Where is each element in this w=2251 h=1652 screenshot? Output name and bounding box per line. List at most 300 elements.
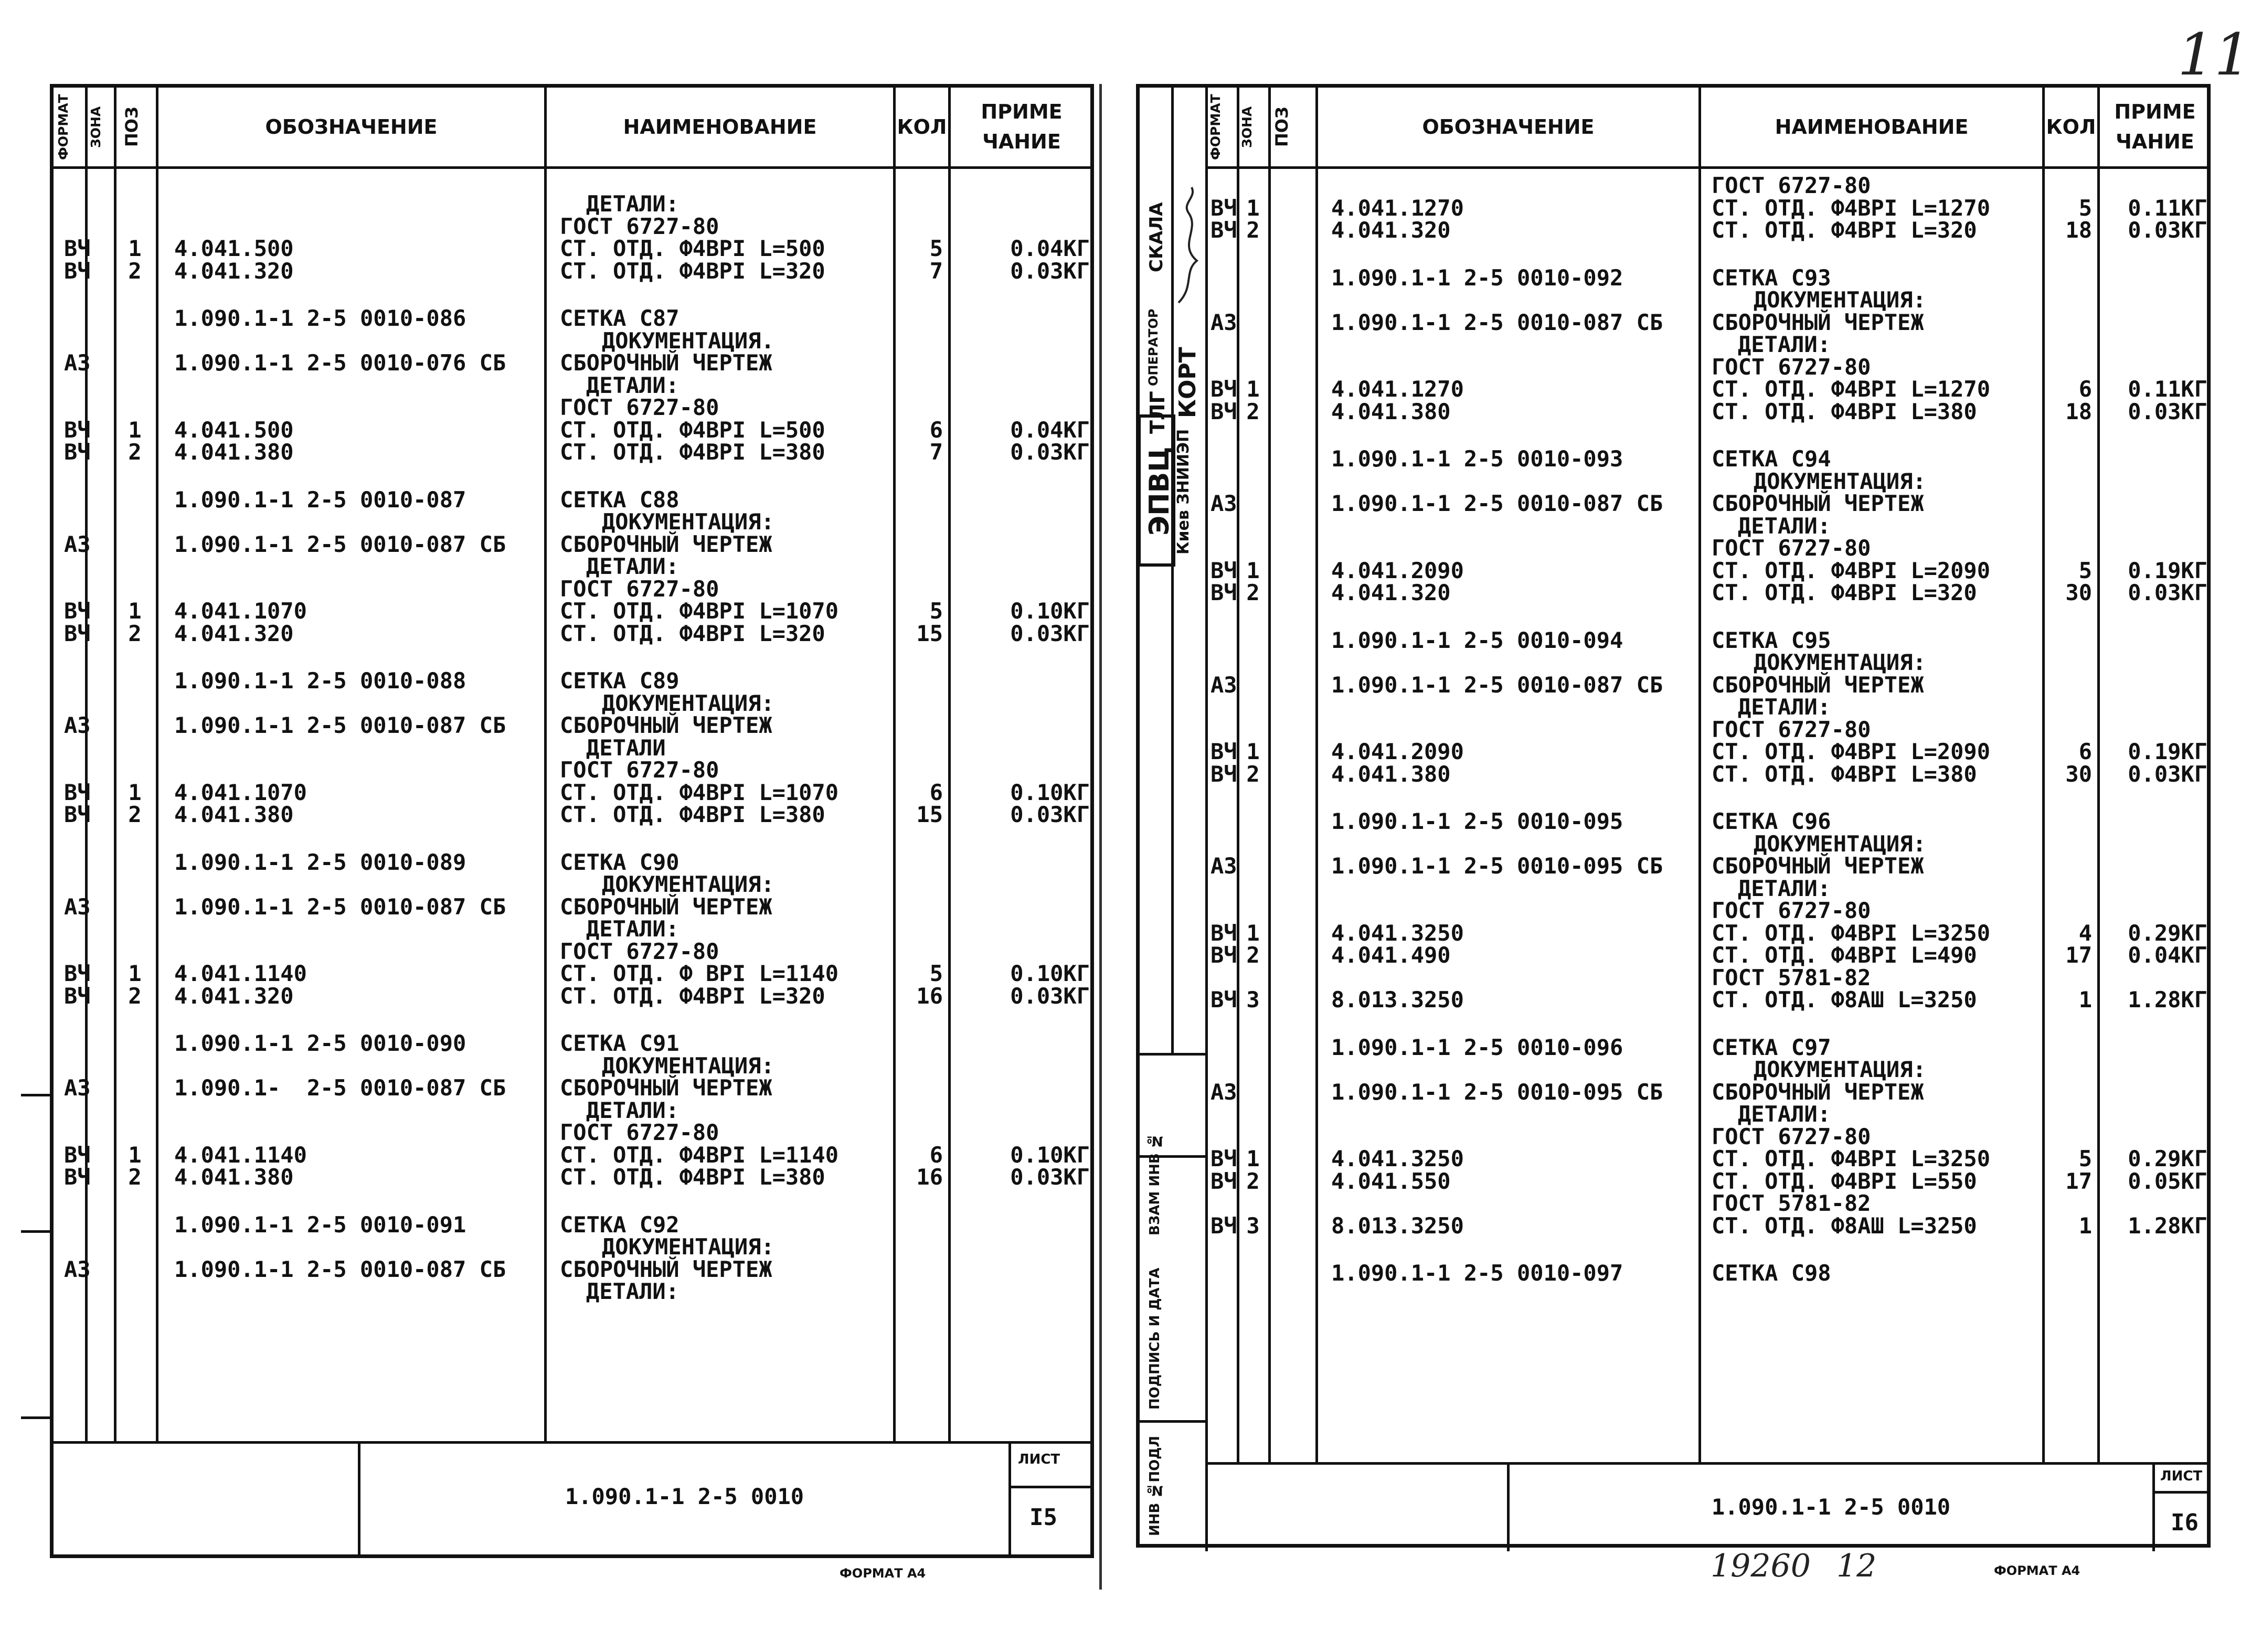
cell-format: ВЧ	[1211, 557, 1237, 583]
footer-divider	[2152, 1491, 2207, 1494]
cell-designation: 1.090.1-1 2-5 0010-089	[174, 849, 466, 875]
cell-note: 0.29КГ	[2128, 920, 2207, 946]
col-divider	[1205, 88, 1208, 1551]
cell-name: СЕТКА С94	[1712, 446, 1831, 472]
cell-qty: 6	[929, 417, 943, 443]
cell-qty: 7	[929, 258, 943, 284]
cell-note: 0.29КГ	[2128, 1146, 2207, 1171]
cell-name: СТ. ОТД. Ф8АШ L=3250	[1712, 987, 1977, 1012]
cell-qty: 7	[929, 439, 943, 465]
cell-name: СБОРОЧНЫЙ ЧЕРТЕЖ	[1712, 853, 1924, 879]
cell-format: ВЧ	[64, 802, 91, 827]
cell-qty: 30	[2065, 580, 2092, 605]
cell-designation: 4.041.490	[1331, 942, 1451, 968]
cell-name: ДОКУМЕНТАЦИЯ:	[602, 1052, 774, 1079]
header-designation: ОБОЗНАЧЕНИЕ	[265, 115, 438, 138]
cell-name: ДЕТАЛИ:	[1738, 513, 1831, 539]
cell-name: СТ. ОТД. Ф4ВРI L=1070	[560, 598, 839, 624]
cell-format: ВЧ	[1211, 761, 1237, 787]
cell-name: СЕТКА С92	[560, 1211, 679, 1238]
cell-name: ДОКУМЕНТАЦИЯ:	[1754, 1057, 1926, 1082]
cell-name: СТ. ОТД. Ф4ВРI L=1070	[560, 779, 839, 805]
cell-name: СТ. ОТД. Ф4ВРI L=380	[560, 439, 825, 465]
cell-format: ВЧ	[64, 236, 91, 261]
cell-name: ДЕТАЛИ:	[1738, 875, 1831, 901]
cell-name: ДЕТАЛИ:	[1738, 1101, 1831, 1127]
header-divider	[1205, 166, 2207, 169]
cell-format: ВЧ	[64, 983, 91, 1009]
cell-note: 0.03КГ	[1010, 802, 1090, 827]
header-note: ПРИМЕ ЧАНИЕ	[2114, 100, 2196, 153]
cell-pos: 2	[1246, 217, 1260, 243]
cell-qty: 1	[2078, 1212, 2092, 1239]
handwritten-number: 19260	[1711, 1548, 1811, 1584]
cell-qty: 18	[2065, 217, 2092, 243]
handwritten-page-number: 11	[2178, 21, 2251, 88]
cell-designation: 4.041.380	[174, 1164, 294, 1190]
cell-name: ДОКУМЕНТАЦИЯ:	[602, 509, 774, 535]
cell-format: ВЧ	[64, 779, 91, 805]
cell-note: 0.03КГ	[2128, 217, 2207, 243]
cell-name: ДЕТАЛИ	[586, 734, 666, 761]
cell-name: ДОКУМЕНТАЦИЯ:	[1754, 830, 1926, 857]
footer-divider	[2152, 1462, 2155, 1551]
col-divider	[544, 88, 547, 1441]
cell-name: ГОСТ 6727-80	[1712, 716, 1871, 742]
cell-designation: 4.041.1070	[174, 779, 307, 805]
cell-format: А3	[1211, 309, 1237, 335]
col-divider	[893, 88, 896, 1441]
cell-format: ВЧ	[1211, 1168, 1237, 1194]
cell-qty: 6	[929, 1142, 943, 1168]
cell-name: СТ. ОТД. Ф4ВРI L=380	[560, 802, 825, 827]
cell-designation: 4.041.500	[174, 236, 294, 261]
cell-name: СТ. ОТД. Ф4ВРI L=380	[1712, 761, 1977, 787]
cell-format: А3	[1211, 1079, 1237, 1105]
cell-qty: 5	[2078, 557, 2092, 583]
margin-tick	[21, 1416, 52, 1419]
cell-name: ГОСТ 6727-80	[560, 938, 719, 964]
cell-name: СБОРОЧНЫЙ ЧЕРТЕЖ	[560, 1256, 772, 1282]
cell-format: ВЧ	[1211, 942, 1237, 968]
cell-name: ГОСТ 6727-80	[1712, 898, 1871, 923]
cell-note: 0.03КГ	[1010, 983, 1090, 1009]
cell-qty: 5	[929, 236, 943, 261]
cell-name: СТ. ОТД. Ф4ВРI L=320	[1712, 217, 1977, 243]
cell-name: ГОСТ 6727-80	[1712, 173, 1871, 198]
cell-name: ДЕТАЛИ:	[586, 191, 679, 217]
cell-name: СЕТКА С98	[1712, 1260, 1831, 1286]
stamp-inv: ИНВ №ПОДЛ	[1147, 1435, 1163, 1536]
cell-name: СТ. ОТД. Ф4ВРI L=320	[560, 258, 825, 284]
cell-pos: 1	[1246, 376, 1260, 402]
cell-name: СЕТКА С97	[1712, 1034, 1831, 1060]
cell-qty: 15	[916, 802, 943, 827]
col-divider	[114, 88, 116, 1441]
spec-sheet-right	[1136, 84, 2211, 1548]
margin-tick	[21, 1094, 52, 1096]
format-label: ФОРМАТ А4	[840, 1566, 926, 1581]
cell-pos: 1	[1246, 920, 1260, 946]
cell-name: ГОСТ 6727-80	[1712, 1123, 1871, 1149]
cell-note: 0.19КГ	[2128, 739, 2207, 764]
cell-name: СТ. ОТД. Ф4ВРI L=1270	[1712, 376, 1991, 402]
cell-format: А3	[1211, 853, 1237, 879]
cell-designation: 4.041.1270	[1331, 195, 1464, 221]
cell-format: ВЧ	[1211, 739, 1237, 764]
cell-pos: 1	[128, 598, 142, 624]
header-divider	[54, 166, 1090, 169]
cell-note: 0.03КГ	[2128, 761, 2207, 787]
cell-name: ДОКУМЕНТАЦИЯ:	[1754, 287, 1926, 313]
cell-format: ВЧ	[1211, 376, 1237, 402]
cell-pos: 2	[1246, 761, 1260, 787]
header-name: НАИМЕНОВАНИЕ	[623, 115, 817, 138]
cell-designation: 1.090.1-1 2-5 0010-087	[174, 486, 466, 513]
cell-name: СЕТКА С91	[560, 1030, 679, 1056]
cell-note: 0.19КГ	[2128, 557, 2207, 583]
cell-qty: 1	[2078, 987, 2092, 1012]
cell-format: ВЧ	[64, 258, 91, 284]
cell-name: ДОКУМЕНТАЦИЯ:	[602, 1234, 774, 1260]
cell-name: ГОСТ 6727-80	[560, 575, 719, 602]
cell-name: СБОРОЧНЫЙ ЧЕРТЕЖ	[560, 531, 772, 557]
cell-designation: 4.041.2090	[1331, 739, 1464, 764]
sheet-number: I6	[2171, 1509, 2199, 1536]
cell-designation: 1.090.1-1 2-5 0010-092	[1331, 264, 1623, 291]
cell-qty: 5	[2078, 1146, 2092, 1171]
cell-format: А3	[64, 1256, 91, 1282]
cell-note: 0.10КГ	[1010, 598, 1090, 624]
cell-qty: 16	[916, 1164, 943, 1190]
cell-format: А3	[64, 1075, 91, 1101]
cell-format: ВЧ	[1211, 1212, 1237, 1239]
header-zone: ЗОНА	[88, 106, 103, 148]
cell-pos: 1	[128, 417, 142, 443]
cell-note: 1.28КГ	[2128, 1212, 2207, 1239]
cell-name: СЕТКА С87	[560, 305, 679, 331]
cell-designation: 4.041.1270	[1331, 376, 1464, 402]
col-divider	[156, 88, 158, 1441]
cell-qty: 30	[2065, 761, 2092, 787]
stamp-skala: СКАЛА	[1146, 202, 1167, 272]
cell-pos: 2	[128, 1164, 142, 1190]
cell-note: 0.11КГ	[2128, 195, 2207, 221]
cell-format: ВЧ	[64, 1164, 91, 1190]
cell-pos: 2	[128, 983, 142, 1009]
cell-designation: 1.090.1-1 2-5 0010-087 СБ	[1331, 491, 1663, 516]
cell-name: СТ. ОТД. Ф4ВРI L=380	[1712, 398, 1977, 424]
epvc-stamp	[1138, 414, 1175, 567]
cell-designation: 1.090.1-1 2-5 0010-087 СБ	[174, 531, 506, 557]
cell-name: ДОКУМЕНТАЦИЯ:	[602, 690, 774, 716]
cell-name: СБОРОЧНЫЙ ЧЕРТЕЖ	[560, 1075, 772, 1101]
cell-designation: 1.090.1-1 2-5 0010-094	[1331, 627, 1623, 653]
cell-designation: 1.090.1-1 2-5 0010-095	[1331, 808, 1623, 834]
cell-pos: 2	[128, 258, 142, 284]
cell-note: 0.10КГ	[1010, 779, 1090, 805]
cell-name: СЕТКА С90	[560, 849, 679, 875]
header-format: ФОРМАТ	[1208, 94, 1223, 160]
cell-name: СЕТКА С88	[560, 486, 679, 513]
cell-designation: 1.090.1-1 2-5 0010-086	[174, 305, 466, 331]
cell-name: СЕТКА С95	[1712, 627, 1831, 653]
cell-name: СТ. ОТД. Ф4ВРI L=320	[560, 620, 825, 646]
cell-designation: 1.090.1-1 2-5 0010-087 СБ	[174, 712, 506, 738]
cell-format: А3	[1211, 491, 1237, 516]
cell-qty: 6	[929, 779, 943, 805]
cell-pos: 2	[1246, 398, 1260, 424]
cell-designation: 4.041.550	[1331, 1168, 1451, 1194]
cell-note: 0.04КГ	[1010, 417, 1090, 443]
cell-designation: 1.090.1-1 2-5 0010-093	[1331, 446, 1623, 472]
cell-name: СБОРОЧНЫЙ ЧЕРТЕЖ	[560, 893, 772, 920]
cell-pos: 2	[1246, 1168, 1260, 1194]
cell-designation: 4.041.380	[174, 439, 294, 465]
cell-name: ГОСТ 6727-80	[1712, 535, 1871, 561]
cell-designation: 1.090.1- 2-5 0010-087 СБ	[174, 1075, 506, 1101]
cell-name: ГОСТ 6727-80	[560, 213, 719, 239]
cell-name: ДЕТАЛИ:	[1738, 694, 1831, 720]
cell-designation: 4.041.1140	[174, 961, 307, 986]
cell-format: А3	[64, 712, 91, 738]
cell-format: ВЧ	[64, 620, 91, 646]
cell-note: 0.03КГ	[2128, 580, 2207, 605]
margin-tick	[21, 1230, 52, 1233]
cell-qty: 6	[2078, 376, 2092, 402]
cell-name: ДЕТАЛИ:	[586, 1278, 679, 1304]
sheet-label: ЛИСТ	[2160, 1468, 2203, 1484]
cell-name: ДОКУМЕНТАЦИЯ.	[602, 327, 774, 354]
cell-qty: 5	[2078, 195, 2092, 221]
cell-name: СЕТКА С93	[1712, 264, 1831, 291]
cell-name: СТ. ОТД. Ф8АШ L=3250	[1712, 1212, 1977, 1239]
cell-pos: 1	[128, 236, 142, 261]
cell-format: ВЧ	[1211, 398, 1237, 424]
cell-name: ГОСТ 6727-80	[560, 395, 719, 420]
cell-qty: 17	[2065, 942, 2092, 968]
cell-designation: 1.090.1-1 2-5 0010-088	[174, 668, 466, 694]
cell-pos: 1	[1246, 557, 1260, 583]
cell-format: ВЧ	[1211, 987, 1237, 1012]
sheet-label: ЛИСТ	[1018, 1452, 1060, 1467]
cell-format: ВЧ	[1211, 217, 1237, 243]
cell-name: СТ. ОТД. Ф4ВРI L=3250	[1712, 1146, 1991, 1171]
cell-name: ДОКУМЕНТАЦИЯ:	[1754, 649, 1926, 675]
cell-designation: 1.090.1-1 2-5 0010-095 СБ	[1331, 853, 1663, 879]
cell-name: ДОКУМЕНТАЦИЯ:	[1754, 468, 1926, 494]
header-name: НАИМЕНОВАНИЕ	[1775, 115, 1969, 138]
cell-designation: 1.090.1-1 2-5 0010-095 СБ	[1331, 1079, 1663, 1105]
cell-designation: 1.090.1-1 2-5 0010-091	[174, 1211, 466, 1238]
format-label: ФОРМАТ А4	[1994, 1563, 2080, 1578]
cell-name: ГОСТ 6727-80	[560, 1120, 719, 1145]
header-designation: ОБОЗНАЧЕНИЕ	[1422, 115, 1595, 138]
cell-pos: 2	[128, 620, 142, 646]
cell-name: СБОРОЧНЫЙ ЧЕРТЕЖ	[560, 712, 772, 738]
cell-name: СТ. ОТД. Ф ВРI L=1140	[560, 961, 839, 986]
cell-designation: 4.041.320	[174, 983, 294, 1009]
cell-format: А3	[64, 350, 91, 376]
cell-name: ДЕТАЛИ:	[586, 372, 679, 398]
cell-format: ВЧ	[1211, 195, 1237, 221]
cell-note: 0.03КГ	[1010, 258, 1090, 284]
cell-name: ДЕТАЛИ:	[586, 1097, 679, 1123]
cell-designation: 1.090.1-1 2-5 0010-087 СБ	[174, 893, 506, 920]
cell-designation: 4.041.320	[174, 258, 294, 284]
cell-name: СЕТКА С89	[560, 668, 679, 694]
header-pos: ПОЗ	[122, 106, 142, 147]
cell-designation: 4.041.3250	[1331, 1146, 1464, 1171]
cell-name: СТ. ОТД. Ф4ВРI L=550	[1712, 1168, 1977, 1194]
stamp-divider	[1140, 1053, 1205, 1056]
cell-pos: 1	[1246, 195, 1260, 221]
cell-designation: 1.090.1-1 2-5 0010-097	[1331, 1260, 1623, 1286]
cell-note: 0.03КГ	[1010, 1164, 1090, 1190]
cell-pos: 2	[128, 802, 142, 827]
cell-format: ВЧ	[64, 417, 91, 443]
cell-qty: 15	[916, 620, 943, 646]
cell-name: СБОРОЧНЫЙ ЧЕРТЕЖ	[560, 350, 772, 376]
cell-designation: 4.041.320	[1331, 217, 1451, 243]
cell-note: 0.03КГ	[2128, 398, 2207, 424]
header-format: ФОРМАТ	[56, 94, 71, 160]
col-divider	[1315, 88, 1318, 1462]
cell-name: СТ. ОТД. Ф4ВРI L=1140	[560, 1142, 839, 1168]
cell-name: СТ. ОТД. Ф4ВРI L=380	[560, 1164, 825, 1190]
cell-note: 1.28КГ	[2128, 987, 2207, 1012]
stamp-kort: КОРТ	[1174, 347, 1201, 418]
sheet-number: I5	[1029, 1504, 1057, 1531]
col-divider	[948, 88, 951, 1441]
cell-format: А3	[64, 893, 91, 920]
document-code: 1.090.1-1 2-5 0010	[1711, 1494, 1951, 1520]
header-zone: ЗОНА	[1239, 106, 1255, 148]
cell-designation: 1.090.1-1 2-5 0010-087 СБ	[1331, 672, 1663, 698]
stamp-vzam: ВЗАМ ИНВ №	[1147, 1133, 1163, 1235]
cell-name: СБОРОЧНЫЙ ЧЕРТЕЖ	[1712, 672, 1924, 698]
cell-qty: 17	[2065, 1168, 2092, 1194]
cell-designation: 4.041.380	[1331, 761, 1451, 787]
cell-name: СЕТКА С96	[1712, 808, 1831, 834]
cell-qty: 18	[2065, 398, 2092, 424]
cell-format: А3	[1211, 672, 1237, 698]
cell-name: СТ. ОТД. Ф4ВРI L=2090	[1712, 557, 1991, 583]
stamp-epvc: ЭПВЦ	[1144, 446, 1175, 536]
cell-qty: 5	[929, 961, 943, 986]
cell-designation: 4.041.320	[174, 620, 294, 646]
cell-note: 0.05КГ	[2128, 1168, 2207, 1194]
cell-qty: 4	[2078, 920, 2092, 946]
cell-qty: 6	[2078, 739, 2092, 764]
stamp-operator: ОПЕРАТОР	[1146, 308, 1161, 386]
cell-designation: 4.041.2090	[1331, 557, 1464, 583]
col-divider	[1698, 88, 1701, 1462]
cell-note: 0.03КГ	[1010, 439, 1090, 465]
cell-designation: 4.041.1070	[174, 598, 307, 624]
cell-designation: 4.041.380	[174, 802, 294, 827]
cell-name: ДЕТАЛИ:	[586, 916, 679, 942]
cell-note: 0.10КГ	[1010, 1142, 1090, 1168]
cell-name: ДЕТАЛИ:	[1738, 332, 1831, 357]
cell-designation: 1.090.1-1 2-5 0010-096	[1331, 1034, 1623, 1060]
cell-format: А3	[64, 531, 91, 557]
cell-qty: 5	[929, 598, 943, 624]
cell-pos: 1	[128, 1142, 142, 1168]
cell-pos: 2	[1246, 580, 1260, 605]
page-fold	[1099, 84, 1102, 1590]
cell-format: ВЧ	[64, 961, 91, 986]
col-divider	[85, 88, 88, 1441]
cell-pos: 1	[1246, 1146, 1260, 1171]
stamp-city: Киев ЗНИИЭП	[1174, 429, 1193, 555]
cell-designation: 4.041.380	[1331, 398, 1451, 424]
cell-note: 0.04КГ	[2128, 942, 2207, 968]
stamp-podpis: ПОДПИСЬ И ДАТА	[1147, 1267, 1163, 1410]
cell-name: СТ. ОТД. Ф4ВРI L=320	[1712, 580, 1977, 605]
cell-name: ГОСТ 6727-80	[560, 757, 719, 783]
cell-note: 0.11КГ	[2128, 376, 2207, 402]
stamp-tlg: ТЛГ	[1146, 391, 1169, 434]
cell-designation: 1.090.1-1 2-5 0010-087 СБ	[174, 1256, 506, 1282]
cell-format: ВЧ	[1211, 1146, 1237, 1171]
cell-pos: 2	[128, 439, 142, 465]
cell-designation: 1.090.1-1 2-5 0010-076 СБ	[174, 350, 506, 376]
cell-pos: 3	[1246, 1212, 1260, 1239]
cell-name: ДЕТАЛИ:	[586, 553, 679, 579]
header-qty: КОЛ	[2046, 115, 2096, 138]
stamp-divider	[1140, 1420, 1205, 1423]
signature-icon	[1173, 182, 1204, 308]
cell-qty: 16	[916, 983, 943, 1009]
cell-designation: 1.090.1-1 2-5 0010-090	[174, 1030, 466, 1056]
cell-name: СТ. ОТД. Ф4ВРI L=500	[560, 417, 825, 443]
cell-format: ВЧ	[64, 598, 91, 624]
cell-format: ВЧ	[64, 439, 91, 465]
cell-name: ДОКУМЕНТАЦИЯ:	[602, 871, 774, 897]
cell-format: ВЧ	[1211, 920, 1237, 946]
cell-name: СТ. ОТД. Ф4ВРI L=2090	[1712, 739, 1991, 764]
cell-designation: 4.041.1140	[174, 1142, 307, 1168]
cell-designation: 8.013.3250	[1331, 1212, 1464, 1239]
cell-name: ГОСТ 6727-80	[1712, 354, 1871, 380]
cell-designation: 4.041.3250	[1331, 920, 1464, 946]
cell-note: 0.10КГ	[1010, 961, 1090, 986]
cell-pos: 2	[1246, 942, 1260, 968]
cell-pos: 1	[128, 961, 142, 986]
cell-name: СТ. ОТД. Ф4ВРI L=490	[1712, 942, 1977, 968]
cell-note: 0.03КГ	[1010, 620, 1090, 646]
cell-name: СТ. ОТД. Ф4ВРI L=320	[560, 983, 825, 1009]
cell-format: ВЧ	[64, 1142, 91, 1168]
header-qty: КОЛ	[897, 115, 947, 138]
cell-name: СБОРОЧНЫЙ ЧЕРТЕЖ	[1712, 491, 1924, 516]
cell-designation: 1.090.1-1 2-5 0010-087 СБ	[1331, 309, 1663, 335]
cell-name: ГОСТ 5781-82	[1712, 1190, 1871, 1216]
header-note: ПРИМЕ ЧАНИЕ	[981, 100, 1063, 153]
cell-name: СТ. ОТД. Ф4ВРI L=1270	[1712, 195, 1991, 221]
cell-pos: 3	[1246, 987, 1260, 1012]
cell-name: ГОСТ 5781-82	[1712, 964, 1871, 990]
cell-designation: 8.013.3250	[1331, 987, 1464, 1012]
header-pos: ПОЗ	[1272, 106, 1292, 147]
cell-name: СБОРОЧНЫЙ ЧЕРТЕЖ	[1712, 1079, 1924, 1105]
cell-format: ВЧ	[1211, 580, 1237, 605]
footer-divider	[1008, 1486, 1090, 1488]
cell-pos: 1	[1246, 739, 1260, 764]
document-code: 1.090.1-1 2-5 0010	[565, 1483, 804, 1509]
cell-designation: 4.041.320	[1331, 580, 1451, 605]
